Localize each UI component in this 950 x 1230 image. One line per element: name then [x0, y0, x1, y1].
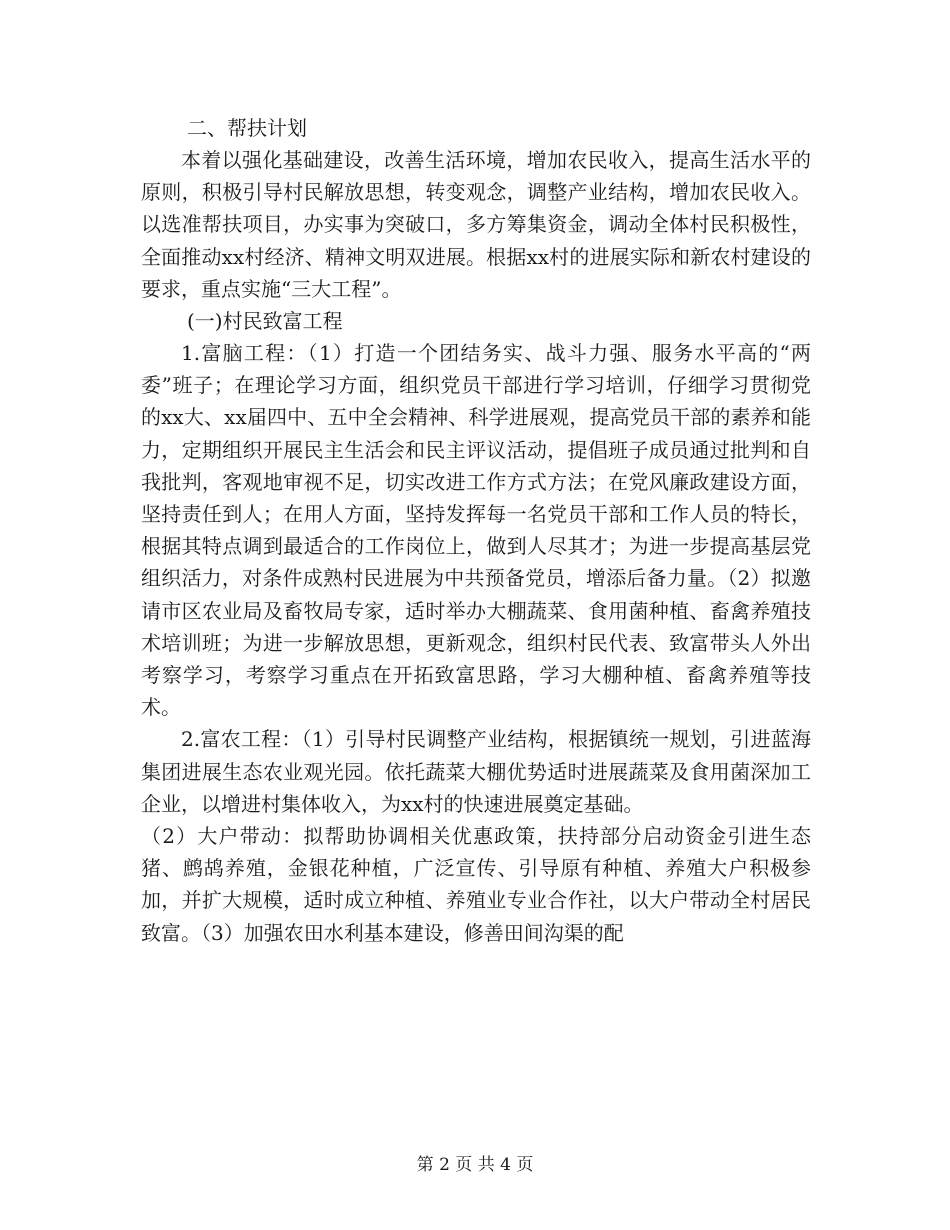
paragraph-large-households: （2）大户带动：拟帮助协调相关优惠政策，扶持部分启动资金引进生态猪、鹧鸪养殖，金银花种植，广泛宣传、引导原有种植、养殖大户积极参加，并扩大规模，适时成立种植、养殖业专业合作社，以大户带动全村居民致富。（3）加强农田水利基本建设，修善田间沟渠的配: [141, 824, 811, 945]
section-heading: 二、帮扶计划: [187, 116, 307, 140]
paragraph-farmer-project: 2.富农工程：（1）引导村民调整产业结构，根据镇统一规划，引进蓝海集团进展生态农业观光园。依托蔬菜大棚优势适时进展蔬菜及食用菌深加工企业，以增进村集体收入，为xx村的快速进展奠定基础。: [141, 727, 811, 816]
intro-paragraph: 本着以强化基础建设，改善生活环境，增加农民收入，提高生活水平的原则，积极引导村民解放思想，转变观念，调整产业结构，增加农民收入。以选准帮扶项目，办实事为突破口，多方筹集资金，调动全体村民积极性，全面推动xx村经济、精神文明双进展。根据xx村的进展实际和新农村建设的要求，重点实施“三大工程”。: [141, 148, 811, 301]
page-number-footer: 第 2 页 共 4 页: [416, 1155, 534, 1175]
paragraph-brain-project: 1.富脑工程：（1）打造一个团结务实、战斗力强、服务水平高的“两委”班子；在理论学习方面，组织党员干部进行学习培训，仔细学习贯彻党的xx大、xx届四中、五中全会精神、科学进展观，提高党员干部的素养和能力，定期组织开展民主生活会和民主评议活动，提倡班子成员通过批判和自我批判，客观地审视不足，切实改进工作方式方法；在党风廉政建设方面，坚持责任到人；在用人方面，坚持发挥每一名党员干部和工作人员的特长，根据其特点调到最适合的工作岗位上，做到人尽其才；为进一步提高基层党组织活力，对条件成熟村民进展为中共预备党员，增添后备力量。（2）拟邀请市区农业局及畜牧局专家，适时举办大棚蔬菜、食用菌种植、畜禽养殖技术培训班；为进一步解放思想，更新观念，组织村民代表、致富带头人外出考察学习，考察学习重点在开拓致富思路，学习大棚种植、畜禽养殖等技术。: [141, 341, 811, 720]
subsection-heading: (一)村民致富工程: [187, 309, 343, 334]
document-body: [141, 112, 811, 949]
